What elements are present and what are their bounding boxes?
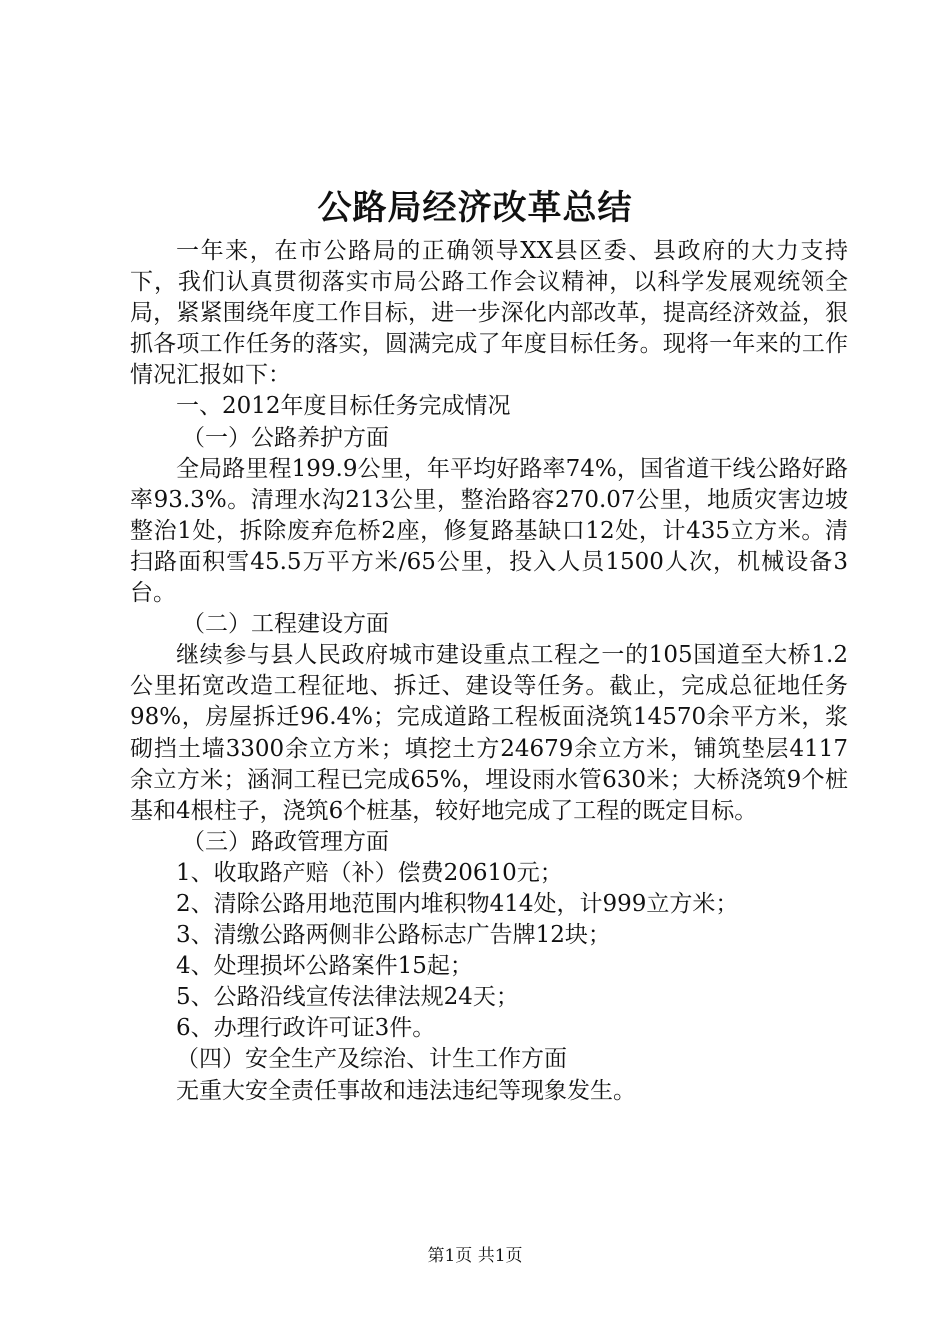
paragraph: 全局路里程199.9公里，年平均好路率74%，国省道干线公路好路率93.3%。清理水沟213公里，整治路容270.07公里，地质灾害边坡整治1处，拆除废弃危桥2座，修复路基缺口12处，计435立方米。清扫路面积雪45.5万平方米/65公里，投入人员1500人次，机械设备3台。 [130, 455, 848, 607]
list-item: 3、清缴公路两侧非公路标志广告牌12块； [176, 922, 611, 949]
list-item: 1、收取路产赔（补）偿费20610元； [176, 859, 563, 886]
paragraph: 无重大安全责任事故和违法违纪等现象发生。 [176, 1077, 636, 1104]
subsection-heading: （一）公路养护方面 [182, 424, 389, 451]
list-item: 6、办理行政许可证3件。 [176, 1015, 436, 1042]
subsection-heading: （四）安全生产及综治、计生工作方面 [176, 1046, 567, 1073]
list-item: 2、清除公路用地范围内堆积物414处，计999立方米； [176, 890, 739, 917]
document-body [130, 236, 848, 1107]
subsection-heading: （二）工程建设方面 [182, 611, 389, 638]
list-item: 5、公路沿线宣传法律法规24天； [176, 984, 519, 1011]
intro-paragraph: 一年来，在市公路局的正确领导XX县区委、县政府的大力支持下，我们认真贯彻落实市局公路工作会议精神，以科学发展观统领全局，紧紧围绕年度工作目标，进一步深化内部改革，提高经济效益，狠抓各项工作任务的落实，圆满完成了年度目标任务。现将一年来的工作情况汇报如下： [130, 238, 848, 389]
document-title: 公路局经济改革总结 [317, 188, 633, 228]
page-footer: 第1页 共1页 [427, 1246, 523, 1266]
section-heading: 一、2012年度目标任务完成情况 [176, 393, 511, 420]
list-item: 4、处理损坏公路案件15起； [176, 953, 473, 980]
paragraph: 继续参与县人民政府城市建设重点工程之一的105国道至大桥1.2公里拓宽改造工程征地、拆迁、建设等任务。截止，完成总征地任务98%，房屋拆迁96.4%；完成道路工程板面浇筑14570余平方米，浆砌挡土墙3300余立方米；填挖土方24679余立方米，铺筑垫层4117余立方米；涵洞工程已完成65%，埋设雨水管630米；大桥浇筑9个桩基和4根柱子，浇筑6个桩基，较好地完成了工程的既定目标。 [130, 642, 848, 824]
subsection-heading: （三）路政管理方面 [182, 828, 389, 855]
